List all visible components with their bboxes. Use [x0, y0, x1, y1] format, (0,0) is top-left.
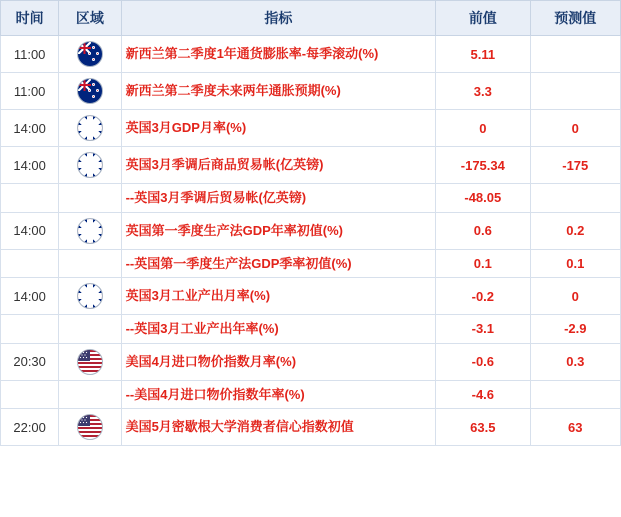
cell-time: 14:00	[1, 110, 59, 147]
cell-region	[59, 147, 121, 184]
cell-time: 14:00	[1, 278, 59, 315]
cell-forecast: 0	[530, 110, 620, 147]
cell-region	[59, 380, 121, 409]
cell-forecast: 0.1	[530, 249, 620, 278]
table-row	[1, 278, 621, 315]
cell-region	[59, 36, 121, 73]
table-row	[1, 147, 621, 184]
table-row	[1, 110, 621, 147]
cell-region	[59, 110, 121, 147]
us-flag-icon	[77, 349, 103, 375]
cell-previous: 0	[436, 110, 530, 147]
cell-forecast	[530, 36, 620, 73]
cell-region	[59, 315, 121, 344]
table-row	[1, 380, 621, 409]
cell-indicator[interactable]: 新西兰第二季度1年通货膨胀率-每季滚动(%)	[121, 36, 436, 73]
uk-flag-icon	[77, 115, 103, 141]
cell-indicator[interactable]: --英国第一季度生产法GDP季率初值(%)	[121, 249, 436, 278]
nz-flag-icon	[77, 78, 103, 104]
cell-indicator[interactable]: --英国3月季调后贸易帐(亿英镑)	[121, 184, 436, 213]
uk-flag-icon	[77, 218, 103, 244]
cell-region	[59, 184, 121, 213]
cell-forecast: 0	[530, 278, 620, 315]
cell-forecast: 0.2	[530, 212, 620, 249]
table-row	[1, 409, 621, 446]
table-row	[1, 36, 621, 73]
column-header-previous: 前值	[436, 1, 530, 36]
table-body	[1, 36, 621, 446]
cell-region	[59, 212, 121, 249]
cell-previous: 3.3	[436, 73, 530, 110]
column-header-forecast: 预测值	[530, 1, 620, 36]
cell-indicator[interactable]: 英国3月工业产出月率(%)	[121, 278, 436, 315]
cell-forecast: -175	[530, 147, 620, 184]
cell-previous: -48.05	[436, 184, 530, 213]
nz-flag-icon	[77, 41, 103, 67]
cell-region	[59, 73, 121, 110]
cell-time: 11:00	[1, 36, 59, 73]
column-header-indicator: 指标	[121, 1, 436, 36]
cell-time	[1, 184, 59, 213]
cell-time: 14:00	[1, 212, 59, 249]
cell-previous: 0.6	[436, 212, 530, 249]
cell-region	[59, 249, 121, 278]
cell-forecast	[530, 73, 620, 110]
cell-previous: -0.6	[436, 343, 530, 380]
table-row	[1, 73, 621, 110]
table-row	[1, 343, 621, 380]
cell-time: 11:00	[1, 73, 59, 110]
cell-indicator[interactable]: 英国第一季度生产法GDP年率初值(%)	[121, 212, 436, 249]
column-header-region: 区域	[59, 1, 121, 36]
cell-previous: 0.1	[436, 249, 530, 278]
cell-time	[1, 249, 59, 278]
cell-previous: -0.2	[436, 278, 530, 315]
table-row	[1, 212, 621, 249]
cell-previous: -175.34	[436, 147, 530, 184]
table-header-row	[1, 1, 621, 36]
cell-time: 20:30	[1, 343, 59, 380]
cell-indicator[interactable]: --英国3月工业产出年率(%)	[121, 315, 436, 344]
us-flag-icon	[77, 414, 103, 440]
cell-indicator[interactable]: 英国3月季调后商品贸易帐(亿英镑)	[121, 147, 436, 184]
table-row	[1, 249, 621, 278]
cell-previous: 63.5	[436, 409, 530, 446]
cell-forecast: -2.9	[530, 315, 620, 344]
cell-region	[59, 409, 121, 446]
cell-time	[1, 315, 59, 344]
cell-previous: -3.1	[436, 315, 530, 344]
cell-forecast: 63	[530, 409, 620, 446]
cell-forecast	[530, 184, 620, 213]
cell-region	[59, 278, 121, 315]
cell-time: 22:00	[1, 409, 59, 446]
cell-indicator[interactable]: --美国4月进口物价指数年率(%)	[121, 380, 436, 409]
cell-forecast: 0.3	[530, 343, 620, 380]
cell-indicator[interactable]: 新西兰第二季度未来两年通胀预期(%)	[121, 73, 436, 110]
uk-flag-icon	[77, 152, 103, 178]
cell-time: 14:00	[1, 147, 59, 184]
table-header	[1, 1, 621, 36]
column-header-time: 时间	[1, 1, 59, 36]
uk-flag-icon	[77, 283, 103, 309]
table-row	[1, 315, 621, 344]
cell-indicator[interactable]: 英国3月GDP月率(%)	[121, 110, 436, 147]
table-row	[1, 184, 621, 213]
cell-forecast	[530, 380, 620, 409]
cell-previous: 5.11	[436, 36, 530, 73]
cell-time	[1, 380, 59, 409]
cell-indicator[interactable]: 美国4月进口物价指数月率(%)	[121, 343, 436, 380]
cell-region	[59, 343, 121, 380]
cell-previous: -4.6	[436, 380, 530, 409]
cell-indicator[interactable]: 美国5月密歇根大学消费者信心指数初值	[121, 409, 436, 446]
